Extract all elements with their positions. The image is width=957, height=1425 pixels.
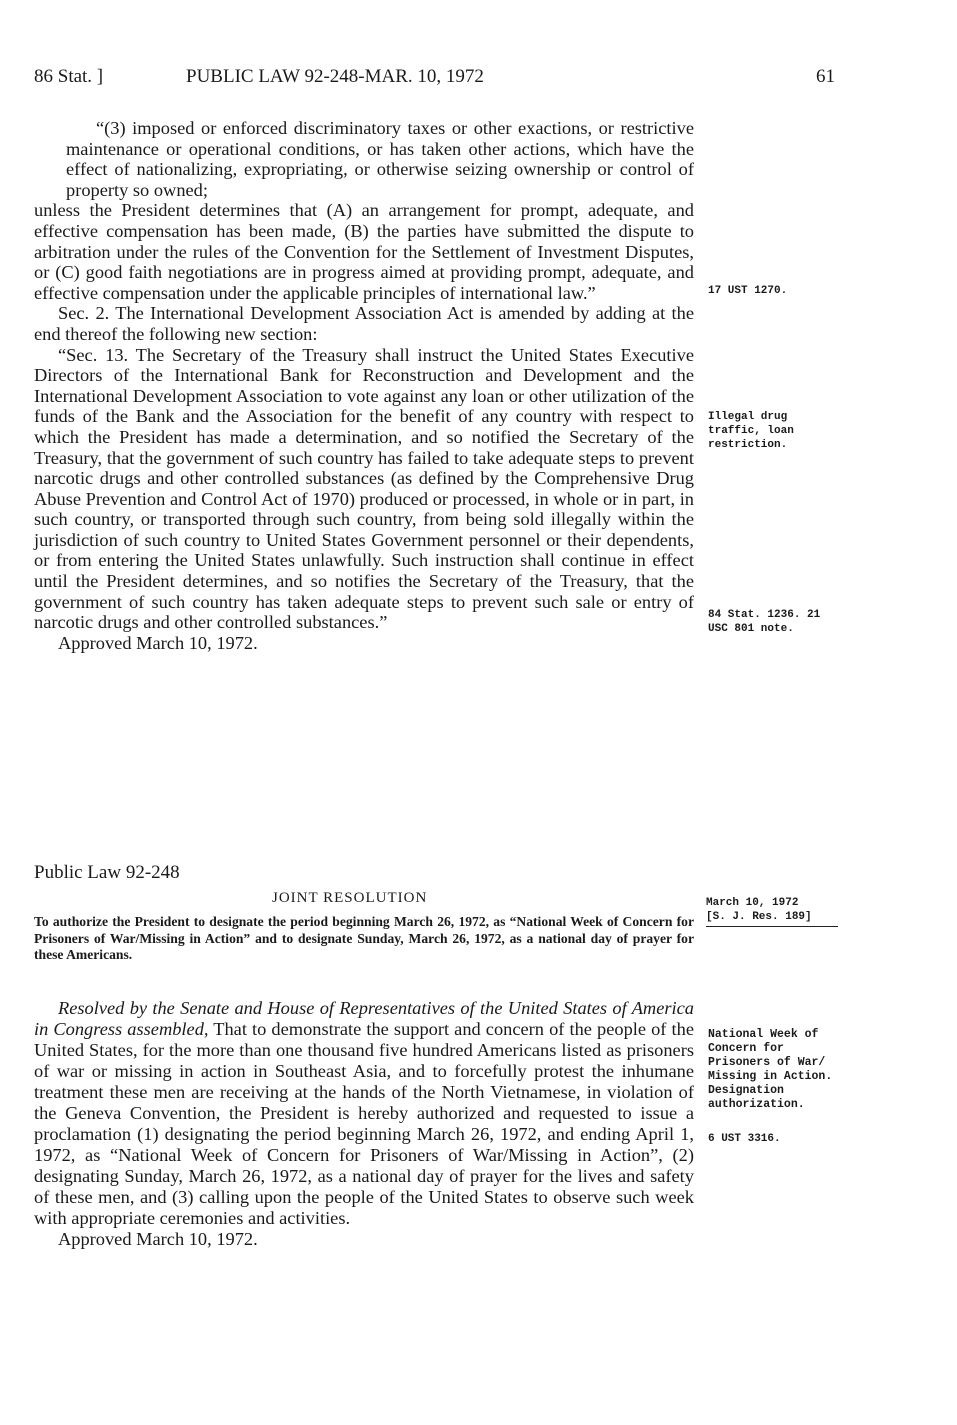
date-underline xyxy=(706,926,838,927)
public-law-id: Public Law 92-248 xyxy=(34,862,180,883)
approved-date-2: Approved March 10, 1972. xyxy=(58,1229,258,1249)
clause-3 xyxy=(34,118,694,200)
section-2: Sec. 2. The International Development Association Act is amended by adding at the end thereof the following new section: xyxy=(34,303,694,344)
resolution-date: March 10, 1972 xyxy=(706,897,799,909)
main-text-block xyxy=(34,118,694,653)
margin-note-drug-traffic: Illegal drug traffic, loan restriction. xyxy=(708,411,794,451)
resolution-text: That to demonstrate the support and concern of the people of the United States, for the more than one thousand five hundred Americans listed as prisoners of war or missing in action in Southeast Asia, and to forcefully protest the inhumane treatment these men are receiving at the hands of the North Vietnamese, in violation of the Geneva Convention, the President is hereby authorized and requested to issue a proclamation (1) designating the period beginning March 26, 1972, and ending April 1, 1972, as “National Week of Concern for Prisoners of War/Missing in Action”, (2) designating Sunday, March 26, 1972, as a national day of prayer for the lives and safety of these men, and (3) calling upon the people of the United States to observe such week with appropriate ceremonies and activities. xyxy=(34,1019,694,1228)
resolution-number: [S. J. Res. 189] xyxy=(706,911,812,923)
margin-note-ust: 17 UST 1270. xyxy=(708,285,788,297)
resolution-summary: To authorize the President to designate the period beginning March 26, 1972, as “National Week of Concern for Prisoners of War/Missing in Action” and to designate Sunday, March 26, 1972, as a national day of prayer for these Americans. xyxy=(34,914,694,963)
margin-note-stat: 84 Stat. 1236. 21 USC 801 note. xyxy=(708,609,821,635)
enacting-clause: Resolved by the Senate and House of Representatives of the United States of America in Congress assembled, xyxy=(34,998,694,1039)
joint-resolution-title: JOINT RESOLUTION xyxy=(272,890,428,906)
section-13: “Sec. 13. The Secretary of the Treasury shall instruct the United States Executive Directors of the International Bank for Reconstruction and Development and the International Development Association to vote against any loan or other utilization of the funds of the Bank and the Association for the benefit of any country with respect to which the President has made a determination, and so notified the Secretary of the Treasury, that the government of such country has failed to take adequate steps to prevent narcotic drugs and other controlled substances (as defined by the Comprehensive Drug Abuse Prevention and Control Act of 1970) produced or processed, in whole or in part, in such country, or transported through such country, from being sold illegally within the jurisdiction of such country to United States Government personnel or their dependents, or from entering the United States unlawfully. Such instruction shall continue in effect until the President determines, and so notifies the Secretary of the Treasury, that the government of such country has taken adequate steps to prevent such sale or entry of narcotic drugs and other controlled substances.” xyxy=(34,344,694,633)
page-number: 61 xyxy=(816,66,835,87)
unless-paragraph: unless the President determines that (A) an arrangement for prompt, adequate, and effective compensation has been made, (B) the parties have submitted the dispute to arbitration under the rules of the Convention for the Settlement of Investment Disputes, or (C) good faith negotiations are in progress aimed at providing prompt, adequate, and effective compensation under the applicable principles of international law.” xyxy=(34,200,694,303)
header-title: PUBLIC LAW 92-248-MAR. 10, 1972 xyxy=(186,66,484,87)
resolution-date-box xyxy=(706,896,838,927)
margin-note-geneva: 6 UST 3316. xyxy=(708,1133,781,1145)
clause-3-text: “(3) imposed or enforced discriminatory taxes or other exactions, or restrictive maintenance or operational conditions, or has taken other actions, which have the effect of nationalizing, expropriating, or otherwise seizing ownership or control of property so owned; xyxy=(66,118,694,200)
resolution-body xyxy=(34,998,694,1250)
approved-date-1: Approved March 10, 1972. xyxy=(58,632,258,653)
margin-note-national-week: National Week of Concern for Prisoners of War/ Missing in Action. Designation authorization. xyxy=(708,1028,833,1111)
header-statute-ref: 86 Stat. ] xyxy=(34,66,104,87)
